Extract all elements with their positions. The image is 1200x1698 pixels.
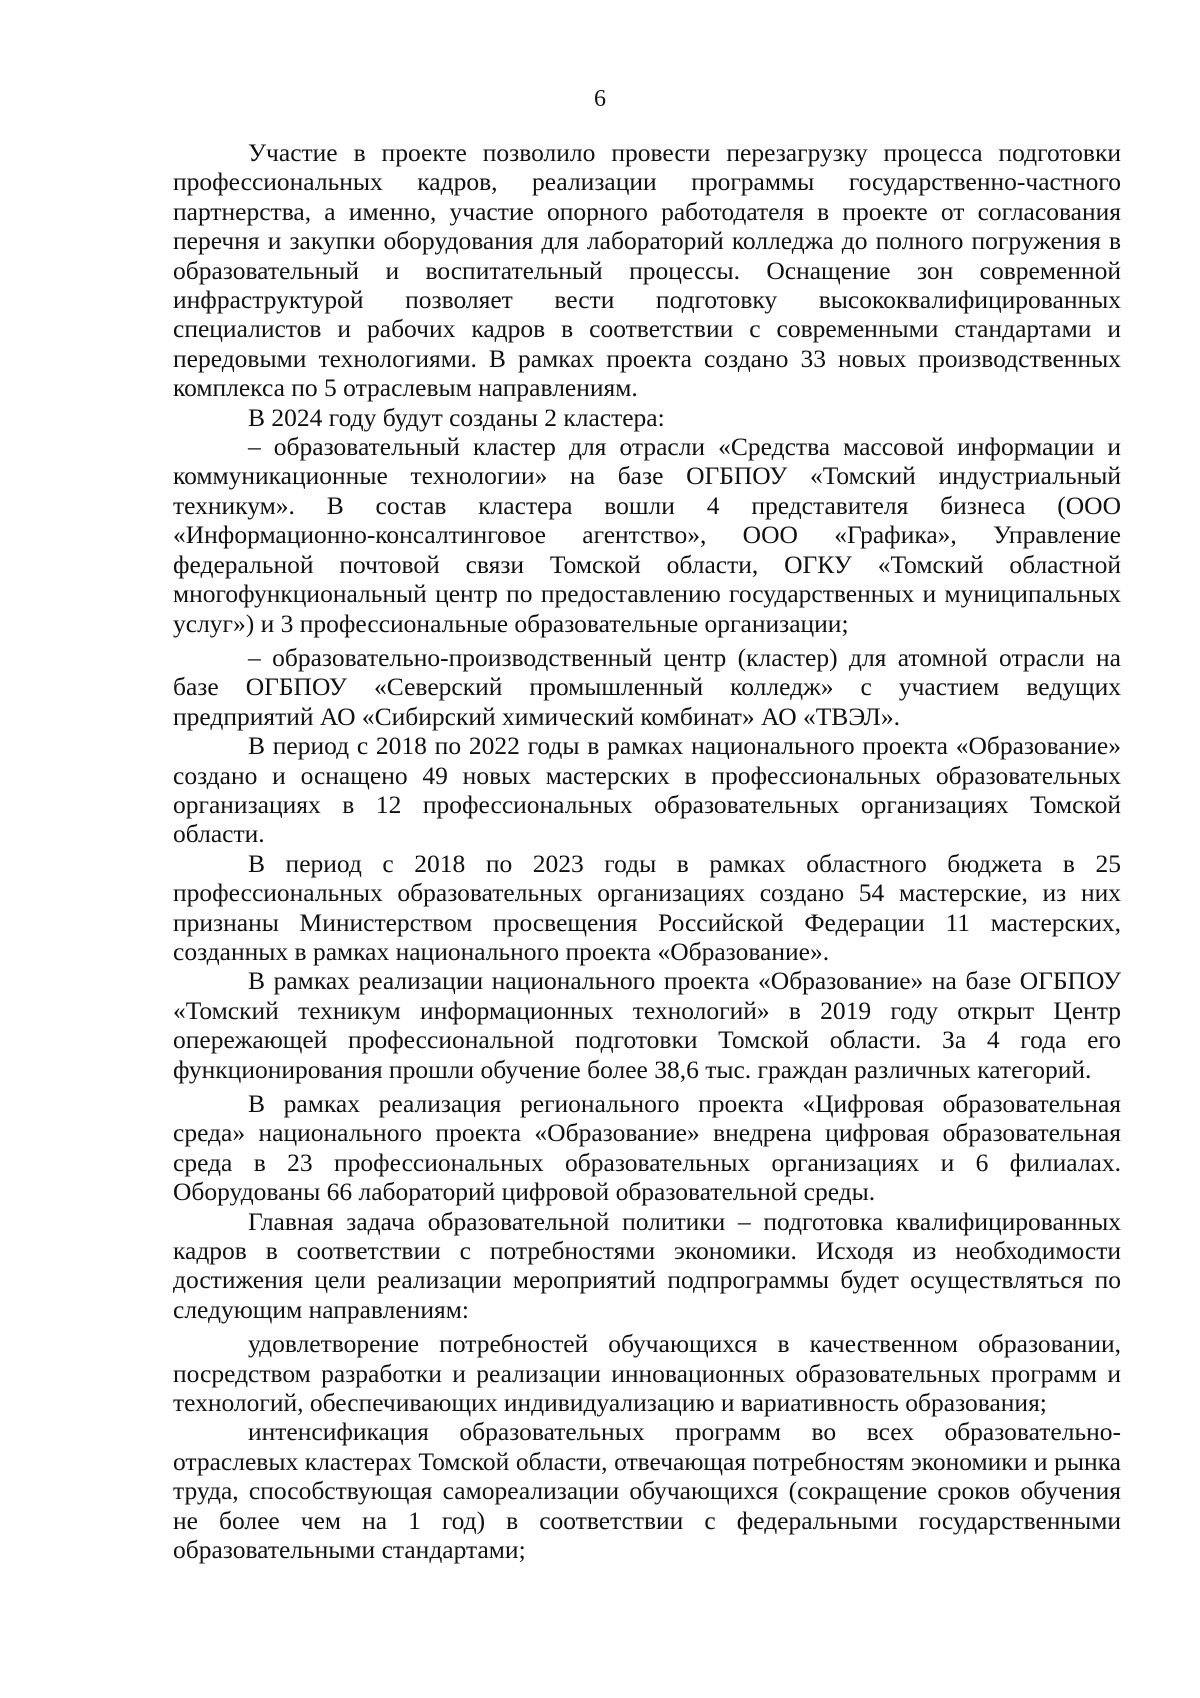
paragraph-media-cluster: – образовательный кластер для отрасли «Средства массовой информации и коммуникационные технологии» на базе ОГБПОУ «Томский индустриальный техникум». В состав кластера вошли 4 представителя бизнеса (ООО «Информационно-консалтинговое агентство», ООО «Графика», Управление федеральной почтовой связи Томской области, ОГКУ «Томский областной многофункциональный центр по предоставлению государственных и муниципальных услуг») и 3 профессиональные образовательные организации;: [173, 432, 1121, 638]
paragraph-advanced-training-center: В рамках реализации национального проекта «Образование» на базе ОГБПОУ «Томский техникум информационных технологий» в 2019 году открыт Центр опережающей профессиональной подготовки Томской области. За 4 года его функционирования прошли обучение более 38,6 тыс. граждан различных категорий.: [173, 966, 1121, 1084]
document-body: [173, 138, 1121, 1565]
paragraph-workshops-2018-2022: В период с 2018 по 2022 годы в рамках национального проекта «Образование» создано и оснащено 49 новых мастерских в профессиональных образовательных организациях в 12 профессиональных образовательных организациях Томской области.: [173, 731, 1121, 849]
paragraph-direction-individualization: удовлетворение потребностей обучающихся в качественном образовании, посредством разработки и реализации инновационных образовательных программ и технологий, обеспечивающих индивидуализацию и вариативность образования;: [173, 1329, 1121, 1418]
paragraph-workshops-2018-2023: В период с 2018 по 2023 годы в рамках областного бюджета в 25 профессиональных образовательных организациях создано 54 мастерские, из них признаны Министерством просвещения Российской Федерации 11 мастерских, созданных в рамках национального проекта «Образование».: [173, 848, 1121, 966]
paragraph-main-task: Главная задача образовательной политики – подготовка квалифицированных кадров в соответствии с потребностями экономики. Исходя из необходимости достижения цели реализации мероприятий подпрограммы будет осуществляться по следующим направлениям:: [173, 1206, 1121, 1324]
paragraph-direction-intensification: интенсификация образовательных программ во всех образовательно-отраслевых кластерах Томской области, отвечающая потребностям экономики и рынка труда, способствующая самореализации обучающихся (сокращение сроков обучения не более чем на 1 год) в соответствии с федеральными государственными образовательными стандартами;: [173, 1417, 1121, 1565]
paragraph-project-participation: Участие в проекте позволило провести перезагрузку процесса подготовки профессиональных кадров, реализации программы государственно-частного партнерства, а именно, участие опорного работодателя в проекте от согласования перечня и закупки оборудования для лабораторий колледжа до полного погружения в образовательный и воспитательный процессы. Оснащение зон современной инфраструктурой позволяет вести подготовку высококвалифицированных специалистов и рабочих кадров в соответствии с современными стандартами и передовыми технологиями. В рамках проекта создано 33 новых производственных комплекса по 5 отраслевым направлениям.: [173, 138, 1121, 403]
paragraph-atomic-cluster: – образовательно-производственный центр (кластер) для атомной отрасли на базе ОГБПОУ «Северский промышленный колледж» с участием ведущих предприятий АО «Сибирский химический комбинат» АО «ТВЭЛ».: [173, 642, 1121, 731]
paragraph-digital-environment: В рамках реализация регионального проекта «Цифровая образовательная среда» национального проекта «Образование» внедрена цифровая образовательная среда в 23 профессиональных образовательных организациях и 6 филиалах. Оборудованы 66 лабораторий цифровой образовательной среды.: [173, 1089, 1121, 1207]
paragraph-clusters-intro: В 2024 году будут созданы 2 кластера:: [248, 402, 665, 432]
page-number: 6: [594, 86, 606, 112]
